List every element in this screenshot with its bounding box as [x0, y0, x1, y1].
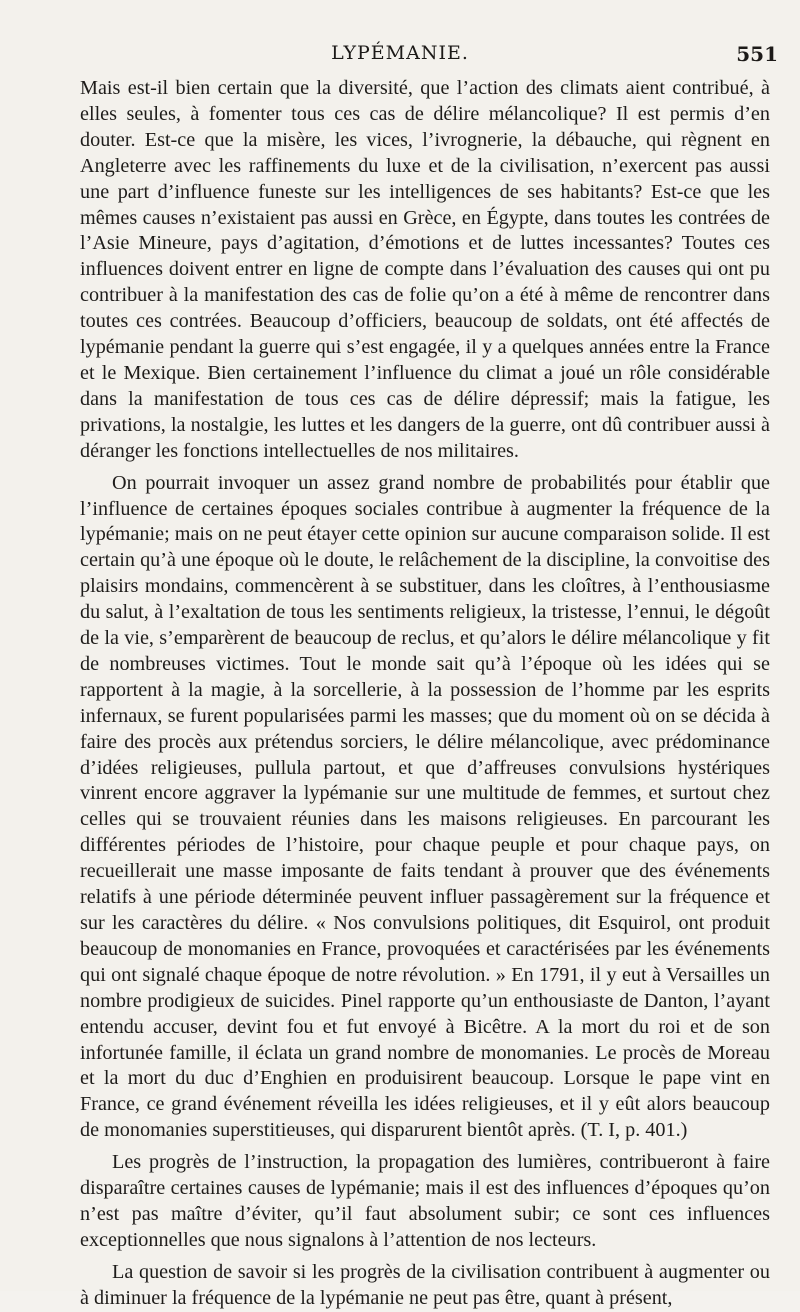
- paragraph-civilisation-question: La question de savoir si les progrès de la civilisation contribuent à augmenter ou à diminuer la fréquence de la lypémanie ne peut pas être, quant à présent,: [80, 1260, 770, 1309]
- chapter-title: LYPÉMANIE.: [331, 42, 469, 64]
- page-number: 551: [736, 42, 778, 66]
- paragraph-instruction: Les progrès de l’instruction, la propagation des lumières, contribueront à faire disparaître certaines causes de lypémanie; mais il est des influences d’époques qu’on n’est pas maître d’éviter, qu’il faut absolument subir; ce sont ces influences exceptionnelles que nous signalons à l’attention de nos lecteurs.: [80, 1151, 770, 1251]
- paragraph-continuation: Mais est-il bien certain que la diversité, que l’action des climats aient contribué, à elles seules, à fomenter tous ces cas de délire mélancolique? Il est permis d’en douter. Est-ce que la misère, les vices, l’ivrognerie, la débauche, qui règnent en Angleterre avec les raffinements du luxe et de la civilisation, n’exercent pas aussi une part d’influence funeste sur les intelligences de ses habitants? Est-ce que les mêmes causes n’existaient pas aussi en Grèce, en Égypte, dans toutes les contrées de l’Asie Mineure, pays d’agitation, d’émotions et de luttes incessantes? Toutes ces influences doivent entrer en ligne de compte dans l’évaluation des causes qui ont pu contribuer à la manifestation des cas de folie qu’on a été à même de rencontrer dans toutes ces contrées. Beaucoup d’officiers, beaucoup de soldats, ont été affectés de lypémanie pendant la guerre qui s’est engagée, il y a quelques années entre la France et le Mexique. Bien certainement l’influence du climat a joué un rôle considérable dans la manifestation de tous ces cas de délire dépressif; mais la fatigue, les privations, la nostalgie, les luttes et les dangers de la guerre, ont dû contribuer aussi à déranger les fonctions intellectuelles de nos militaires.: [80, 77, 770, 462]
- running-head: [0, 42, 800, 72]
- paragraph-epochs: On pourrait invoquer un assez grand nombre de probabilités pour établir que l’influence de certaines époques sociales contribue à augmenter la fréquence de la lypémanie; mais on ne peut étayer cette opinion sur aucune comparaison solide. Il est certain qu’à une époque où le doute, le relâchement de la discipline, la convoitise des plaisirs mondains, commencèrent à se substituer, dans les cloîtres, à l’enthousiasme du salut, à l’exaltation de tous les sentiments religieux, la tristesse, l’ennui, le dégoût de la vie, s’emparèrent de beaucoup de reclus, et qu’alors le délire mélancolique y fit de nombreuses victimes. Tout le monde sait qu’à l’époque où les idées qui se rapportent à la magie, à la sorcellerie, à la possession de l’homme par les esprits infernaux, se furent popularisées parmi les masses; que du moment où on se décida à faire des procès aux prétendus sorciers, le délire mélancolique, avec prédominance d’idées religieuses, pullula partout, et que d’affreuses convulsions hystériques vinrent encore aggraver la lypémanie sur une multitude de femmes, et surtout chez celles qui se trouvaient réunies dans les maisons religieuses. En parcourant les différentes périodes de l’histoire, pour chaque peuple et pour chaque pays, on recueillerait une masse imposante de faits tendant à prouver que des événements relatifs à une période déterminée peuvent influer passagèrement sur la fréquence et sur les caractères du délire. « Nos convulsions politiques, dit Esquirol, ont produit beaucoup de monomanies en France, provoquées et caractérisées par les événements qui ont signalé chaque époque de notre révolution. » En 1791, il y eut à Versailles un nombre prodigieux de suicides. Pinel rapporte qu’un enthousiaste de Danton, l’ayant entendu accuser, devint fou et fut envoyé à Bicêtre. A la mort du roi et de son infortunée famille, il éclata un grand nombre de monomanies. Le procès de Moreau et la mort du duc d’Enghien en produisirent beaucoup. Lorsque le pape vint en France, ce grand événement réveilla les idées religieuses, et il y eût alors beaucoup de monomanies superstitieuses, qui disparurent bientôt après. (T. I, p. 401.): [80, 471, 770, 1142]
- body-text: [80, 76, 770, 1312]
